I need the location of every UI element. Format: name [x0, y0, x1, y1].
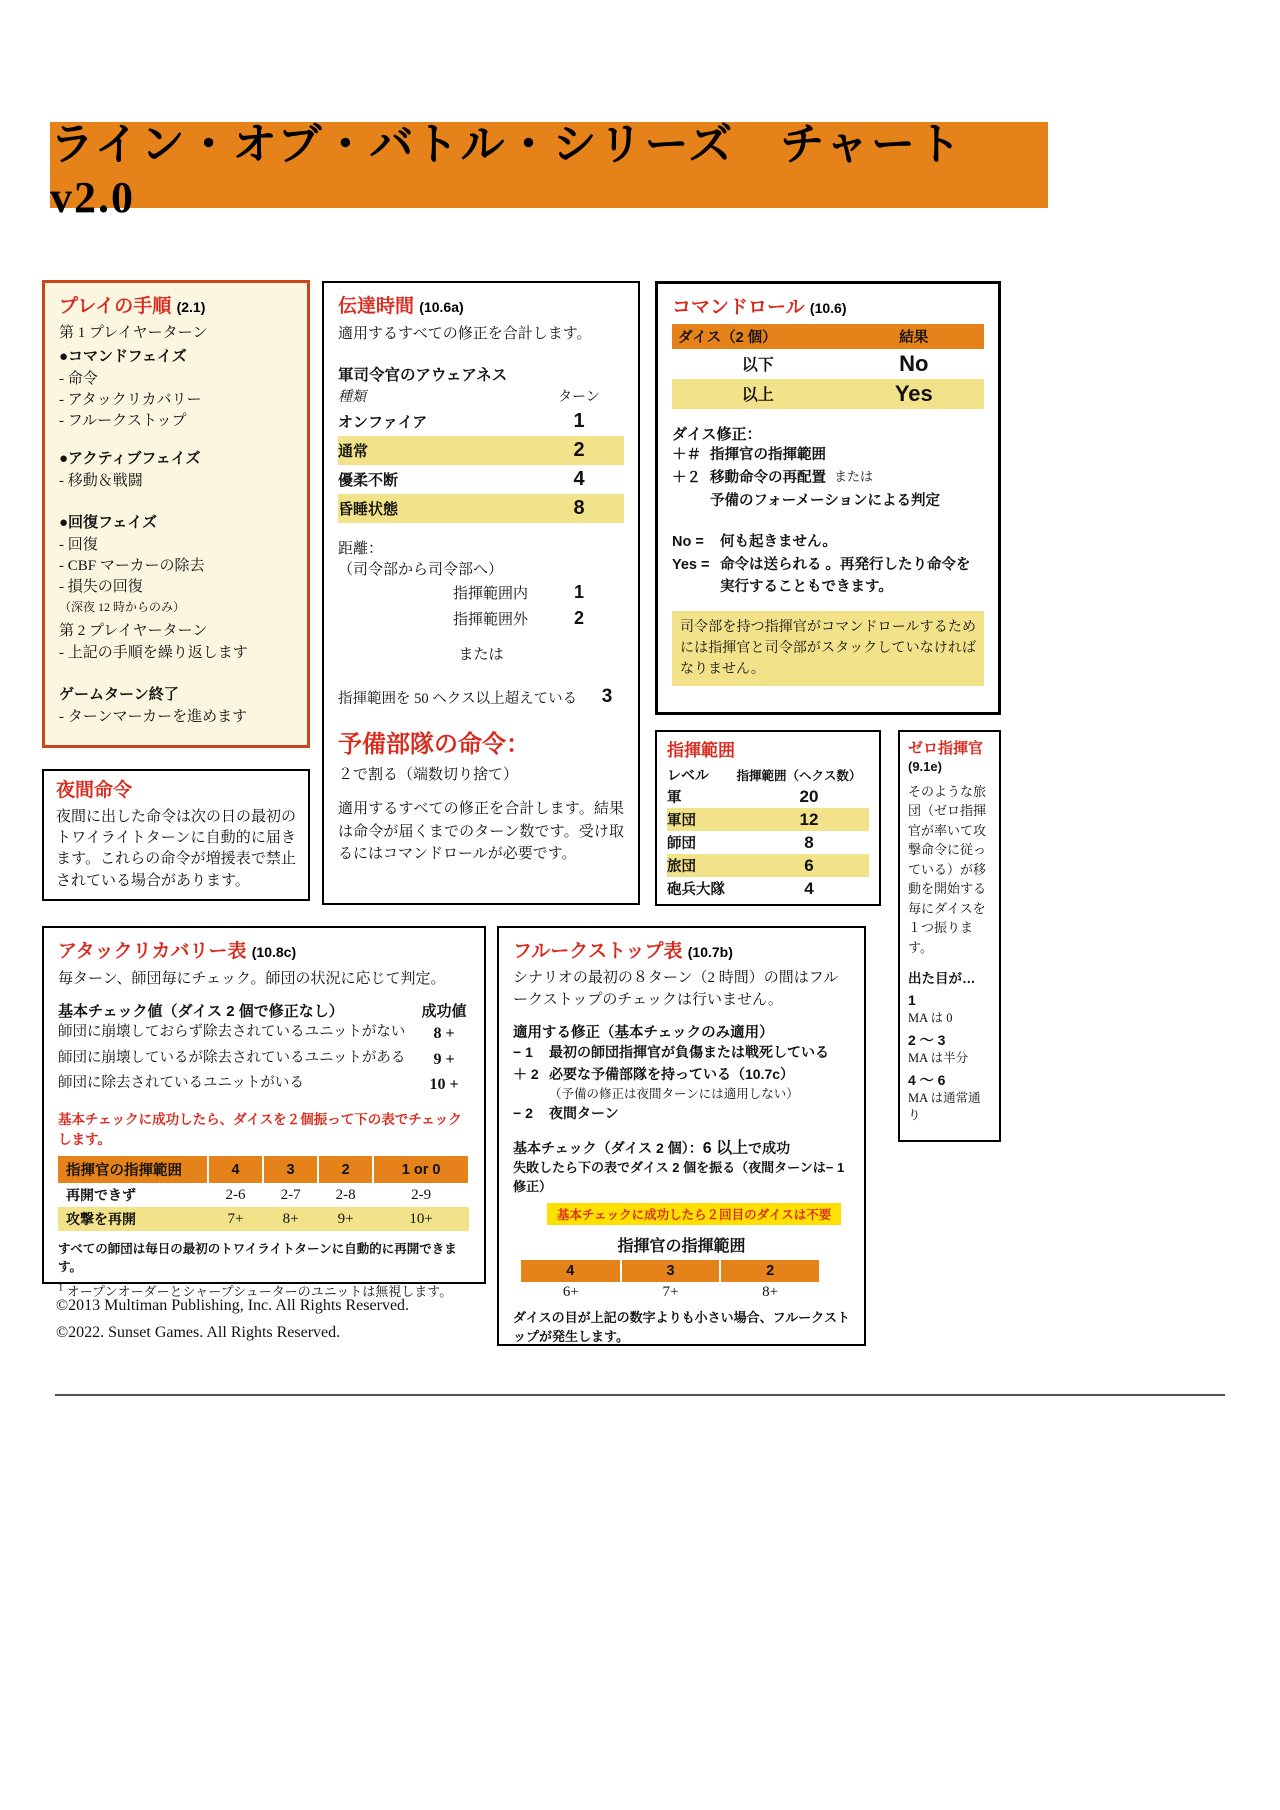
- fluke-modifier: [513, 1103, 850, 1125]
- base-check-header: [58, 1000, 470, 1021]
- modifier-text: 指揮官の指揮範囲: [710, 446, 826, 463]
- table-cell: 2-6: [225, 1186, 246, 1203]
- range-level: 砲兵大隊: [667, 882, 725, 899]
- range-level: 軍: [667, 790, 682, 807]
- no-result-line: [672, 531, 984, 553]
- fluke-stop-table: [521, 1260, 821, 1303]
- awareness-label: オンファイア: [338, 414, 428, 432]
- bottom-divider: [55, 1394, 1225, 1396]
- modifier-line: [672, 467, 984, 490]
- attack-recovery-bold-note: すべての師団は毎日の最初のトワイライトターンに自動的に再開できます。: [58, 1242, 457, 1275]
- modifier-text: 必要な予備部隊を持っている（10.7c）: [549, 1065, 795, 1082]
- range-value: 8: [804, 832, 814, 852]
- roll-value: 4 ～ 6: [908, 1071, 946, 1088]
- recovery-item: - 損失の回復: [59, 579, 143, 596]
- condition-text: 師団に除去されているユニットがいる: [58, 1075, 304, 1092]
- table-header-cell: 4: [521, 1260, 621, 1282]
- roll-value: 1: [908, 992, 916, 1009]
- command-roll-title-text: コマンドロール: [672, 297, 805, 318]
- table-cell: 8+: [762, 1283, 779, 1300]
- modifier-sign: ＋２: [672, 469, 701, 486]
- modifier-line: [672, 490, 984, 513]
- condition-value: 10 +: [429, 1076, 459, 1094]
- modifier-text: 移動命令の再配置: [710, 469, 826, 486]
- yes-result-line2: [672, 576, 984, 598]
- title-banner: [50, 119, 1048, 222]
- command-phase: ●コマンドフェイズ: [59, 348, 187, 366]
- awareness-column-heads: [338, 385, 624, 407]
- transmission-intro: 適用するすべての修正を合計します。: [338, 325, 592, 342]
- fluke-yellow-note: 基本チェックに成功したら２回目のダイスは不要: [547, 1203, 841, 1225]
- no-sign: No =: [672, 534, 704, 551]
- roll-effect: MA は半分: [908, 1050, 969, 1065]
- game-turn-end-item: - ターンマーカーを進めます: [59, 708, 248, 725]
- table-header-cell: 3: [263, 1156, 318, 1183]
- range-value: 4: [804, 878, 814, 898]
- awareness-label: 優柔不断: [338, 472, 399, 490]
- range-header: 指揮範囲（ヘクス数）: [736, 769, 862, 784]
- result-header: 結果: [899, 329, 929, 346]
- awareness-row: [338, 494, 624, 523]
- copyright-line1: ©2013 Multiman Publishing, Inc. All Rights Reserved.: [56, 1297, 410, 1314]
- transmission-title-text: 伝達時間: [338, 296, 415, 317]
- command-roll-note: 司令部を持つ指揮官がコマンドロールするためには指揮官と司令部がスタックしていなければなりません。: [672, 611, 984, 686]
- type-label: 種類: [338, 390, 366, 406]
- table-header-cell: 2: [720, 1260, 820, 1282]
- roll-effect: MA は 0: [908, 1011, 953, 1026]
- yes-text: 命令は送られる 。再発行したり命令を: [720, 556, 971, 573]
- fluke-modifiers-title: 適用する修正（基本チェックのみ適用）: [513, 1025, 774, 1042]
- copyright: [56, 1292, 409, 1346]
- fluke-fail-text: 失敗したら下の表でダイス 2 個を振る（夜間ターンは− 1 修正）: [513, 1159, 845, 1195]
- table-cell: 10+: [373, 1207, 469, 1231]
- distance-row-label: 指揮範囲外: [452, 611, 528, 628]
- reserve-orders-title: 予備部隊の命令：: [338, 731, 530, 759]
- active-item: - 移動＆戦闘: [59, 472, 143, 489]
- modifier-text: 最初の師団指揮官が負傷または戦死している: [549, 1044, 829, 1061]
- level-header: レベル: [667, 767, 709, 784]
- command-roll-table-header: [672, 324, 984, 349]
- modifier-sign: ＋＃: [672, 446, 701, 463]
- roll-effect: MA は通常通り: [908, 1090, 981, 1122]
- range-level: 師団: [667, 836, 696, 853]
- roll-value: 2 ～ 3: [908, 1032, 946, 1049]
- range-value: 12: [799, 809, 819, 829]
- awareness-label: 昏睡状態: [338, 501, 399, 519]
- player2-item: - 上記の手順を繰り返します: [59, 644, 248, 661]
- table-cell: 2-9: [411, 1186, 432, 1203]
- table-row: [521, 1282, 820, 1303]
- table-cell: 8+: [263, 1207, 318, 1231]
- table-header-cell: 1 or 0: [373, 1156, 469, 1183]
- table-header-row: [521, 1260, 820, 1282]
- dice-modifiers-title: ダイス修正：: [672, 425, 762, 443]
- base-check-suffix: で成功: [748, 1139, 791, 1156]
- distance-row-value: 1: [573, 581, 584, 602]
- awareness-label: 通常: [338, 443, 369, 461]
- awareness-header: 軍司令官のアウェアネス: [338, 367, 508, 385]
- footnote-text: オープンオーダーとシャープシューターのユニットは無視します。: [63, 1284, 453, 1300]
- modifier-sign: − 1: [513, 1044, 533, 1061]
- fluke-modifier-subnote: （予備の修正は夜間ターンには適用しない）: [549, 1086, 799, 1101]
- active-phase: ●アクティブフェイズ: [59, 450, 201, 468]
- table-cell: 2-8: [335, 1186, 356, 1203]
- command-item: - フルークストップ: [59, 413, 187, 430]
- table-cell: 2-7: [280, 1186, 301, 1203]
- game-turn-end: ゲームターン終了: [59, 686, 179, 704]
- table-header-cell: 4: [208, 1156, 263, 1183]
- attack-recovery-title: [58, 940, 470, 964]
- roll-condition: 以上: [741, 387, 774, 405]
- player1-turn: 第 1 プレイヤーターン: [59, 324, 208, 341]
- range-row: [667, 854, 869, 877]
- sequence-title-text: プレイの手順: [59, 296, 172, 317]
- table-row-label: 再開できず: [66, 1187, 136, 1204]
- fluke-stop-footer: ダイスの目が上記の数字よりも小さい場合、フルークストップが発生します。: [513, 1309, 850, 1344]
- success-label: 成功値: [421, 1003, 467, 1021]
- reserve-orders-sub: ２で割る（端数切り捨て）: [338, 767, 519, 784]
- range-row: [667, 785, 869, 808]
- base-check-threshold: 6 以上: [702, 1139, 749, 1157]
- table-cell: 6+: [562, 1283, 579, 1300]
- table-row: [58, 1207, 469, 1231]
- sequence-of-play-box: [42, 280, 310, 748]
- table-cell: 9+: [318, 1207, 373, 1231]
- attack-recovery-intro: 毎ターン、師団毎にチェック。師団の状況に応じて判定。: [58, 970, 446, 987]
- command-item: - 命令: [59, 370, 98, 387]
- no-text: 何も起きません。: [720, 534, 837, 551]
- condition-value: 9 +: [433, 1050, 455, 1068]
- recovery-item: - 回復: [59, 536, 98, 553]
- over-range-row: [338, 686, 624, 708]
- range-level: 旅団: [667, 859, 696, 876]
- condition-text: 師団に崩壊しておらず除去されているユニットがない: [58, 1024, 406, 1041]
- attack-recovery-red-note: 基本チェックに成功したら、ダイスを２個振って下の表でチェックします。: [58, 1112, 462, 1148]
- transmission-time-box: [322, 281, 640, 905]
- base-check-prefix: 基本チェック（ダイス 2 個）：: [513, 1139, 703, 1156]
- command-roll-ref: (10.6): [809, 300, 847, 316]
- table-row-label: 攻撃を再開: [58, 1207, 208, 1231]
- distance-label: 距離：: [338, 541, 384, 558]
- distance-row-value: 2: [573, 607, 584, 628]
- transmission-title: [338, 295, 624, 319]
- dice-header: ダイス（2 個）: [678, 329, 777, 346]
- modifier-sign: ＋ 2: [513, 1065, 539, 1082]
- modifier-line: [672, 444, 984, 467]
- fluke-stop-title: [513, 940, 850, 964]
- recovery-item: - CBF マーカーの除去: [59, 558, 205, 575]
- night-orders-box: [42, 769, 310, 901]
- distance-sub: （司令部から司令部へ）: [338, 562, 504, 579]
- zero-commander-ref: (9.1e): [908, 758, 942, 774]
- fluke-stop-title-text: フルークストップ表: [513, 941, 683, 962]
- or-label: または: [458, 647, 504, 664]
- modifier-suffix: または: [834, 468, 874, 484]
- command-range-header: [667, 765, 869, 785]
- recovery-note: （深夜 12 時からのみ）: [59, 599, 186, 614]
- range-level: 軍団: [667, 813, 696, 830]
- awareness-row: [338, 407, 624, 436]
- table-header-cell: 指揮官の指揮範囲: [58, 1156, 208, 1183]
- table-header-cell: 2: [318, 1156, 373, 1183]
- modifier-text: 夜間ターン: [549, 1105, 619, 1122]
- roll-result: No: [899, 350, 929, 376]
- command-range-box: [655, 730, 881, 906]
- table-cell: 7+: [662, 1283, 679, 1300]
- command-item: - アタックリカバリー: [59, 391, 202, 408]
- awareness-row: [338, 436, 624, 465]
- awareness-value: 8: [573, 497, 585, 520]
- fluke-stop-intro: シナリオの最初の８ターン（2 時間）の間はフルークストップのチェックは行いません。: [513, 969, 839, 1008]
- attack-recovery-title-text: アタックリカバリー表: [58, 941, 247, 962]
- command-range-title: 指揮範囲: [667, 741, 735, 760]
- attack-recovery-table: [58, 1156, 470, 1231]
- fluke-stop-box: [497, 926, 866, 1346]
- modifier-sign: − 2: [513, 1105, 533, 1122]
- condition-row: [58, 1072, 470, 1098]
- condition-row: [58, 1021, 470, 1047]
- fluke-base-check: [513, 1135, 850, 1158]
- range-row: [667, 808, 869, 831]
- over-range-value: 3: [601, 686, 613, 708]
- copyright-line2: ©2022. Sunset Games. All Rights Reserved.: [56, 1324, 341, 1342]
- range-value: 6: [804, 855, 814, 875]
- distance-row-label: 指揮範囲内: [452, 585, 528, 602]
- distance-row: [338, 605, 624, 631]
- fluke-modifier: [513, 1042, 850, 1064]
- yes-result-line: [672, 554, 984, 576]
- awareness-value: 4: [573, 468, 585, 491]
- sequence-title: [59, 295, 293, 319]
- transmission-footer: 適用するすべての修正を合計します。結果は命令が届くまでのターン数です。受け取るにはコマンドロールが必要です。: [338, 801, 624, 863]
- table-header-row: [58, 1156, 469, 1183]
- roll-result: Yes: [894, 380, 933, 406]
- footnote-marker: 1: [58, 1281, 64, 1294]
- command-roll-title: [672, 296, 984, 320]
- modifier-text: 予備のフォーメーションによる判定: [710, 493, 940, 510]
- fluke-stop-ref: (10.7b): [687, 944, 733, 960]
- condition-text: 師団に崩壊しているが除去されているユニットがある: [58, 1049, 406, 1066]
- roll-result-header: 出た目が…: [908, 971, 976, 987]
- condition-row: [58, 1047, 470, 1073]
- distance-row: [338, 579, 624, 605]
- roll-condition: 以下: [741, 357, 774, 375]
- night-orders-title: 夜間命令: [56, 780, 133, 801]
- player2-turn: 第 2 プレイヤーターン: [59, 623, 208, 640]
- range-row: [667, 831, 869, 854]
- table-row: [58, 1183, 469, 1207]
- command-roll-row: [672, 379, 984, 409]
- over-range-label: 指揮範囲を 50 ヘクス以上超えている: [338, 690, 578, 707]
- recovery-phase: ●回復フェイズ: [59, 514, 158, 532]
- night-orders-body: 夜間に出した命令は次の日の最初のトワイライトターンに自動的に届きます。これらの命令が増援表で禁止されている場合があります。: [56, 808, 297, 889]
- attack-recovery-ref: (10.8c): [251, 944, 297, 960]
- yes-text-cont: 実行することもできます。: [720, 579, 893, 596]
- condition-value: 8 +: [433, 1025, 455, 1043]
- turn-label: ターン: [558, 390, 600, 406]
- command-roll-box: [655, 281, 1001, 715]
- awareness-row: [338, 465, 624, 494]
- yes-sign: Yes =: [672, 556, 710, 573]
- page-title: ライン・オブ・バトル・シリーズ チャート v2.0: [50, 119, 963, 222]
- table-header-cell: 3: [621, 1260, 721, 1282]
- fluke-modifier: [513, 1064, 850, 1086]
- fluke-table-title: 指揮官の指揮範囲: [617, 1237, 746, 1255]
- awareness-value: 2: [573, 439, 585, 462]
- zero-commander-box: [898, 730, 1001, 1142]
- transmission-ref: (10.6a): [419, 299, 464, 315]
- range-row: [667, 877, 869, 900]
- base-check-label: 基本チェック値（ダイス 2 個で修正なし）: [58, 1003, 344, 1021]
- zero-commander-body: そのような旅団（ゼロ指揮官が率いて攻撃命令に従っている）が移動を開始する毎にダイスを１つ振ります。: [908, 783, 987, 955]
- zero-commander-title: ゼロ指揮官: [908, 740, 984, 757]
- command-roll-row: [672, 349, 984, 379]
- sequence-ref: (2.1): [176, 299, 206, 315]
- awareness-value: 1: [573, 410, 585, 433]
- range-value: 20: [799, 786, 819, 806]
- attack-recovery-box: [42, 926, 486, 1300]
- table-cell: 7+: [208, 1207, 263, 1231]
